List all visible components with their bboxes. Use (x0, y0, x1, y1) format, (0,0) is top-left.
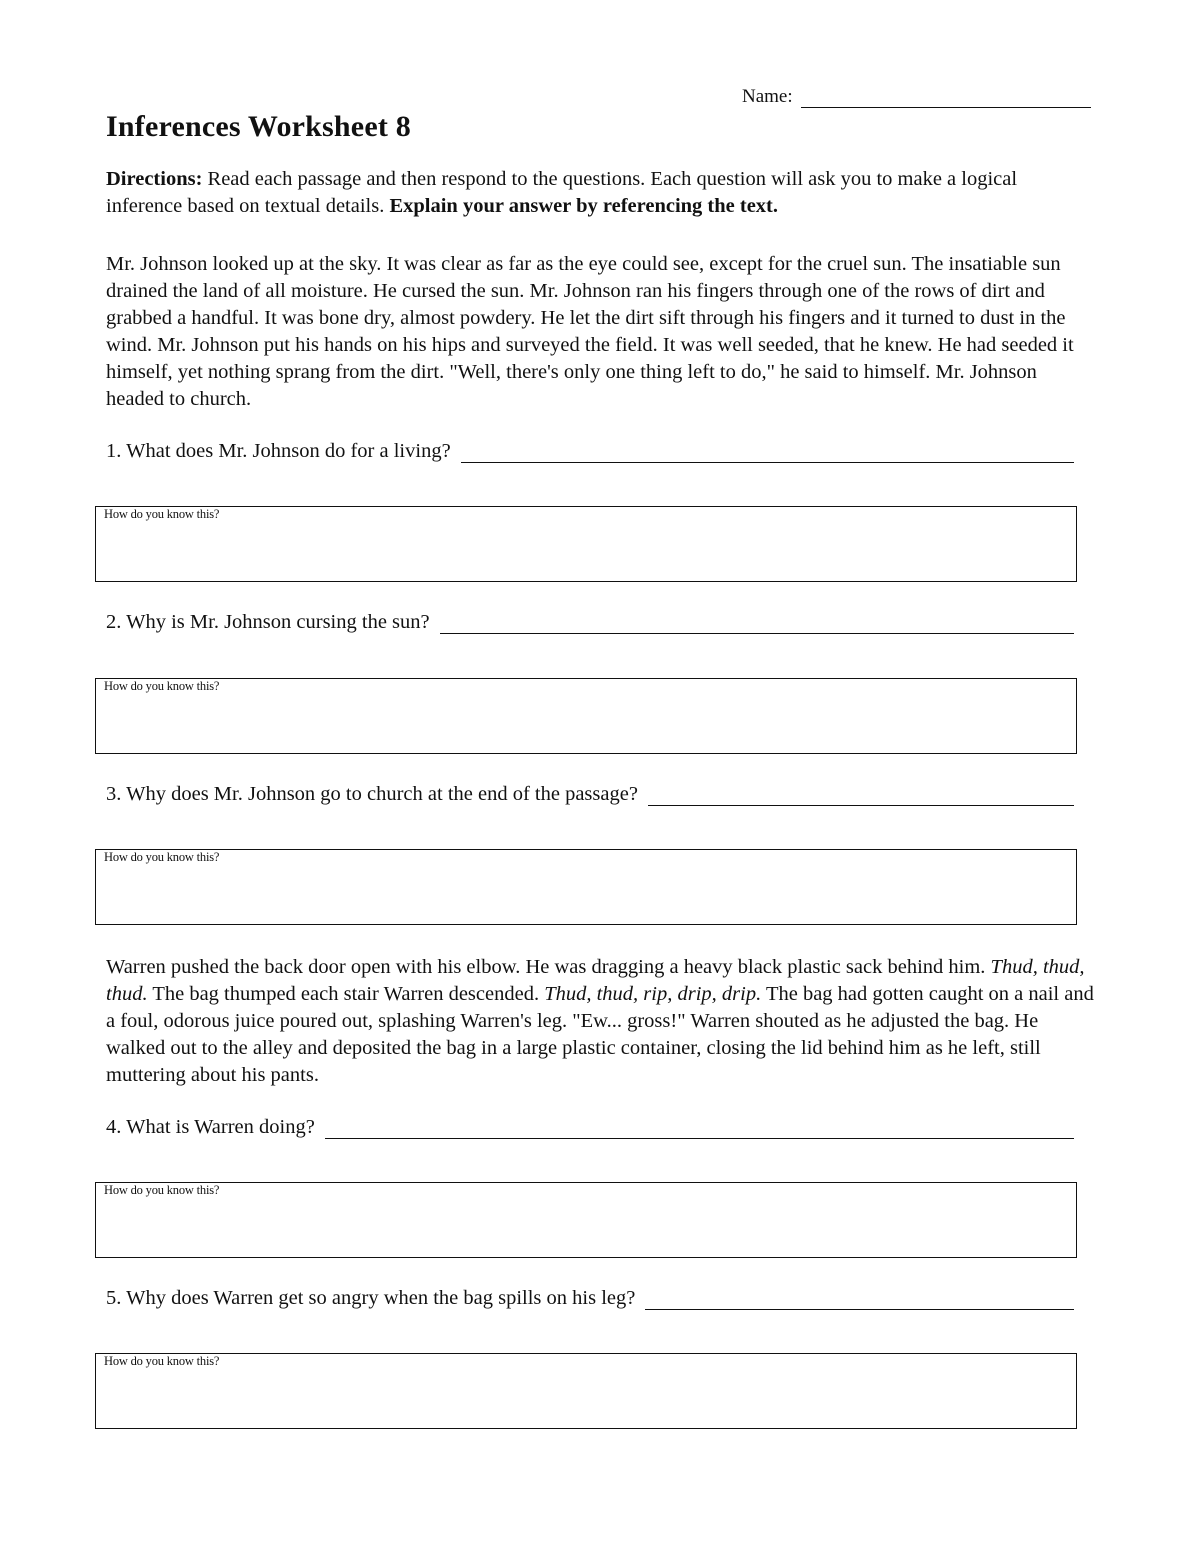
directions-emphasis: Explain your answer by referencing the text. (389, 195, 779, 217)
explanation-box-label: How do you know this? (104, 679, 220, 693)
name-input-line[interactable] (801, 87, 1091, 108)
explanation-box-1[interactable] (95, 506, 1077, 582)
explanation-box-label: How do you know this? (104, 1354, 220, 1368)
explanation-box-label: How do you know this? (104, 850, 220, 864)
directions-lead: Directions: (106, 168, 203, 190)
explanation-box-2[interactable] (95, 678, 1077, 754)
answer-line[interactable] (461, 442, 1074, 463)
question-text: 5. Why does Warren get so angry when the bag spills on his leg? (106, 1287, 636, 1309)
directions (106, 166, 1096, 220)
directions-text: Read each passage and then respond to the questions. Each question will ask you to make a logical inference based on textual details. (106, 168, 1018, 217)
page-title: Inferences Worksheet 8 (106, 110, 411, 143)
answer-line[interactable] (440, 613, 1074, 634)
passage-warren-text: The bag thumped each stair Warren descended. (147, 983, 545, 1005)
passage-warren-text: The bag had gotten caught on a nail and a foul, odorous juice poured out, splashing Warren's leg. "Ew... gross!" Warren shouted as he adjusted the bag. He walked out to the alley and deposited the bag in a large plastic container, closing the lid behind him as he left, still muttering about his pants. (106, 983, 1094, 1086)
explanation-box-label: How do you know this? (104, 507, 220, 521)
explanation-box-3[interactable] (95, 849, 1077, 925)
name-label: Name: (742, 86, 793, 107)
question-text: 4. What is Warren doing? (106, 1116, 315, 1138)
question-2 (106, 611, 1074, 634)
question-4 (106, 1116, 1074, 1139)
passage-warren-text: Warren pushed the back door open with his elbow. He was dragging a heavy black plastic sack behind him. (106, 956, 991, 978)
name-row (742, 86, 1091, 108)
question-5 (106, 1287, 1074, 1310)
answer-line[interactable] (325, 1118, 1074, 1139)
question-text: 1. What does Mr. Johnson do for a living? (106, 440, 451, 462)
answer-line[interactable] (648, 785, 1074, 806)
explanation-box-5[interactable] (95, 1353, 1077, 1429)
question-text: 3. Why does Mr. Johnson go to church at the end of the passage? (106, 783, 638, 805)
answer-line[interactable] (645, 1289, 1074, 1310)
explanation-box-label: How do you know this? (104, 1183, 220, 1197)
passage-warren-sound-1: Thud, thud, thud. (106, 956, 1085, 1005)
explanation-box-4[interactable] (95, 1182, 1077, 1258)
passage-warren-sound-2: Thud, thud, rip, drip, drip. (544, 983, 762, 1005)
question-3 (106, 783, 1074, 806)
passage-johnson: Mr. Johnson looked up at the sky. It was clear as far as the eye could see, except for the cruel sun. The insatiable sun drained the land of all moisture. He cursed the sun. Mr. Johnson ran his fingers through one of the rows of dirt and grabbed a handful. It was bone dry, almost powdery. He let the dirt sift through his fingers and it turned to dust in the wind. Mr. Johnson put his hands on his hips and surveyed the field. It was well seeded, that he knew. He had seeded it himself, yet nothing sprang from the dirt. "Well, there's only one thing left to do," he said to himself. Mr. Johnson headed to church. (106, 253, 1074, 410)
passage-warren (106, 954, 1096, 1089)
question-text: 2. Why is Mr. Johnson cursing the sun? (106, 611, 430, 633)
question-1 (106, 440, 1074, 463)
